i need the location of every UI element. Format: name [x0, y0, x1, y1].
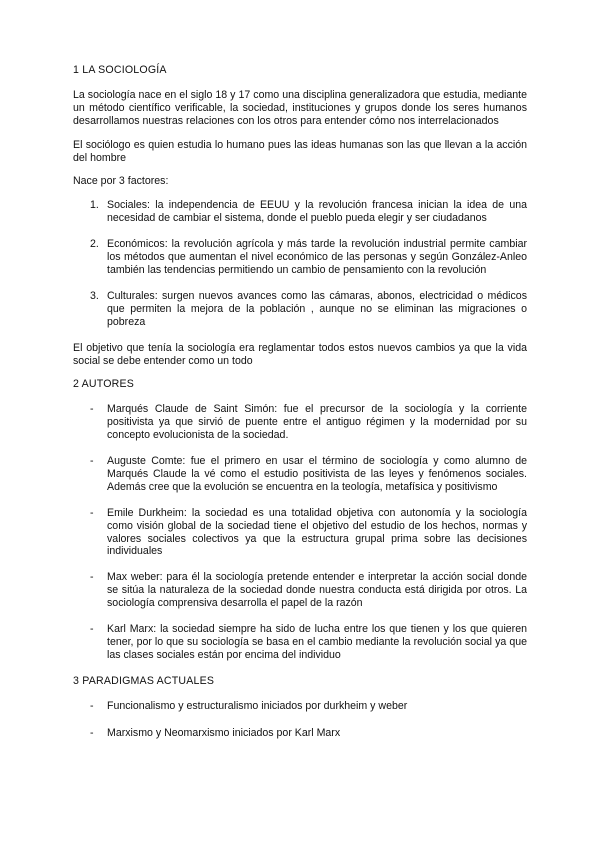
list-item: [73, 238, 527, 277]
list-dash: -: [90, 455, 94, 468]
list-item: [73, 199, 527, 225]
factors-list: [73, 199, 527, 328]
list-item-text: Funcionalismo y estructuralismo iniciados por durkheim y weber: [107, 699, 408, 712]
list-item-text: Marqués Claude de Saint Simón: fue el precursor de la sociología y la corriente positivista ya que sirvió de puente entre el antiguo régimen y la modernidad por su concepto evolucionista de la sociedad.: [107, 403, 527, 442]
list-item-text: Emile Durkheim: la sociedad es una totalidad objetiva con autonomía y la sociología como visión global de la sociedad tiene el objetivo del estudio de los hechos, normas y valores sociales colectivos ya que la estructura grupal prima sobre las decisiones individuales: [107, 506, 527, 558]
list-number: 1.: [90, 199, 99, 212]
list-dash: -: [90, 571, 94, 584]
list-item-text: Económicos: la revolución agrícola y más tarde la revolución industrial permite cambiar los métodos que aumentan el nivel económico de las personas y según González-Anleo también las tendencias permitiendo un cambio de pensamiento con la revolución: [107, 238, 527, 276]
list-item: [73, 403, 527, 442]
authors-list: [73, 403, 527, 662]
list-dash: -: [90, 699, 94, 712]
paragraph-sociologist: El sociólogo es quien estudia lo humano pues las ideas humanas son las que llevan a la acción del hombre: [73, 138, 527, 164]
list-dash: -: [90, 623, 94, 636]
section-heading-autores: 2 AUTORES: [73, 378, 135, 391]
list-number: 3.: [90, 289, 99, 302]
paragraph-objective: El objetivo que tenía la sociología era reglamentar todos estos nuevos cambios ya que la vida social se debe entender como un todo: [73, 341, 527, 367]
list-item-text: Sociales: la independencia de EEUU y la revolución francesa inician la idea de una necesidad de cambiar el sistema, donde el pueblo pueda elegir y ser ciudadanos: [107, 199, 527, 225]
list-dash: -: [90, 726, 94, 739]
section-heading-paradigmas: 3 PARADIGMAS ACTUALES: [73, 674, 215, 687]
list-item: [73, 290, 527, 329]
list-item: [73, 727, 527, 740]
list-item: [73, 455, 527, 494]
list-item-text: Max weber: para él la sociología pretende entender e interpretar la acción social donde se sitúa la naturaleza de la sociedad donde nuestra conducta está dirigida por otros. La sociología comprensiva desarrolla el papel de la razón: [107, 571, 527, 610]
list-dash: -: [90, 403, 94, 416]
paragraph-factors-intro: Nace por 3 factores:: [73, 175, 169, 188]
list-item-text: Marxismo y Neomarxismo iniciados por Karl Marx: [107, 726, 341, 739]
section-heading-sociologia: 1 LA SOCIOLOGÍA: [73, 64, 167, 76]
list-dash: -: [90, 506, 94, 519]
paragraph-definition: La sociología nace en el siglo 18 y 17 como una disciplina generalizadora que estudia, mediante un método científico verificable, la sociedad, instituciones y grupos donde los seres humanos desarrollamos nuestras relaciones con los otros para entender cómo nos interrelacionados: [73, 88, 527, 127]
document-page: [73, 64, 527, 754]
paradigms-list: [73, 700, 527, 740]
list-item-text: Culturales: surgen nuevos avances como las cámaras, abonos, electricidad o médicos que permiten la mejora de la población , aunque no se eliminan las migraciones o pobreza: [107, 289, 527, 328]
list-item: [73, 700, 527, 713]
list-item: [73, 623, 527, 662]
list-number: 2.: [90, 238, 99, 251]
list-item-text: Karl Marx: la sociedad siempre ha sido de lucha entre los que tienen y los que quieren tener, por lo que su sociología se basa en el cambio mediante la revolución social ya que las clases sociales están por encima del individuo: [107, 623, 527, 661]
list-item-text: Auguste Comte: fue el primero en usar el término de sociología y como alumno de Marqués Claude la vé como el estudio positivista de las leyes y fenómenos sociales. Además cree que la evolución se encuentra en la teología, metafísica y positivismo: [107, 455, 527, 493]
list-item: [73, 571, 527, 610]
list-item: [73, 507, 527, 559]
